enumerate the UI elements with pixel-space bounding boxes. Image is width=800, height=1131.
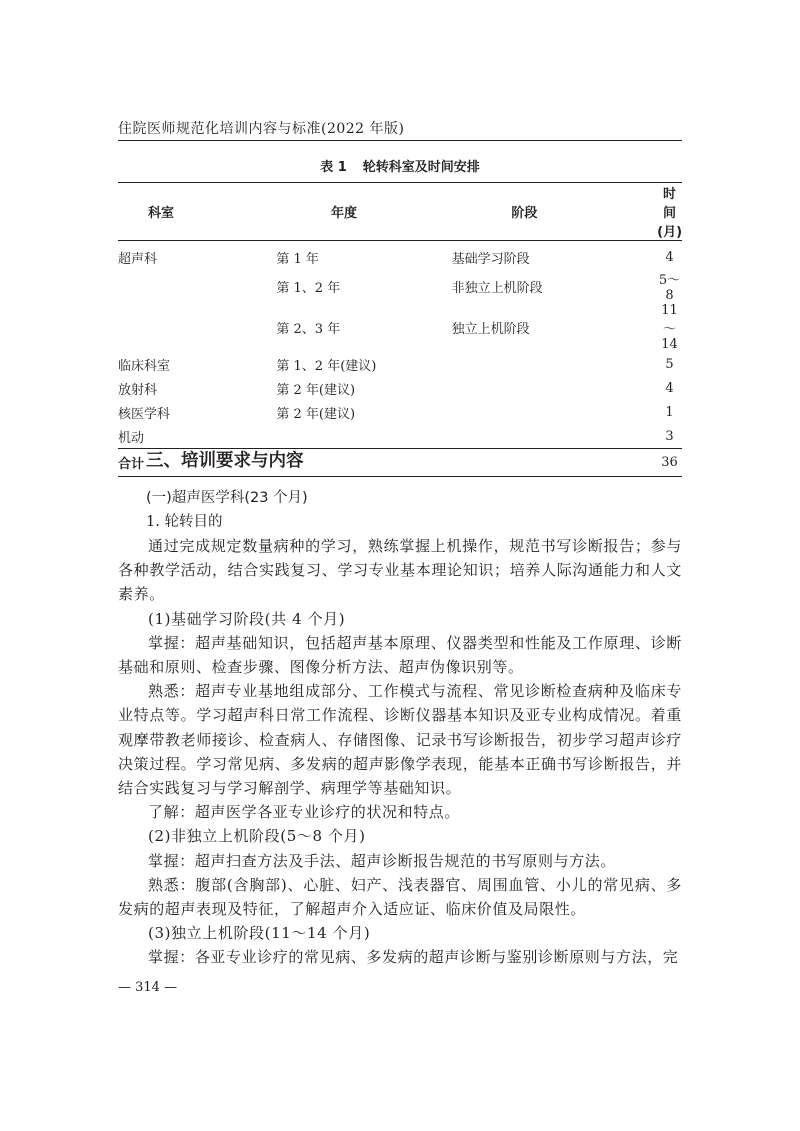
- paragraph: (2)非独立上机阶段(5～8 个月): [148, 827, 366, 846]
- page-number: — 314 —: [118, 980, 178, 995]
- header-stage: 阶段: [452, 183, 658, 241]
- table-caption: [0, 156, 800, 175]
- table-header-row: [118, 183, 682, 241]
- table-row: [118, 424, 682, 449]
- cell-department: 核医学科: [118, 406, 171, 422]
- header-rule: [118, 140, 682, 141]
- paragraph: 熟悉：超声专业基地组成部分、工作模式与流程、常见诊断检查病种及临床专业特点等。学习超声科日常工作流程、诊断仪器基本知识及亚专业构成情况。着重观摩带教老师接诊、检查病人、存储图像、记录书写诊断报告，初步学习超声诊疗决策过程。学习常见病、多发病的超声影像学表现，能基本正确书写诊断报告，并结合实践复习与学习解剖学、病理学等基础知识。: [118, 682, 682, 798]
- paragraph: 了解：超声医学各亚专业诊疗的状况和特点。: [148, 803, 461, 822]
- cell-stage: 非独立上机阶段: [451, 280, 543, 296]
- cell-stage: [452, 400, 658, 424]
- cell-year: 第 2、3 年: [276, 322, 341, 337]
- cell-department: 超声科: [118, 251, 158, 267]
- paragraph: (3)独立上机阶段(11～14 个月): [148, 924, 371, 943]
- cell-duration: 3: [665, 428, 674, 444]
- cell-stage: [452, 424, 658, 449]
- total-value: 36: [657, 449, 682, 477]
- cell-year: 第 1 年: [276, 251, 319, 267]
- cell-stage: [452, 352, 658, 376]
- body-text: [118, 446, 682, 970]
- header-year: 年度: [276, 183, 451, 241]
- cell-stage: [452, 376, 658, 400]
- header-duration: 时间(月): [657, 183, 682, 241]
- cell-duration: 5: [665, 356, 674, 372]
- cell-department: 机动: [118, 430, 145, 446]
- cell-year: 第 2 年(建议): [276, 406, 356, 422]
- cell-stage: 独立上机阶段: [451, 322, 530, 337]
- cell-year: 第 1、2 年(建议): [276, 358, 377, 374]
- cell-department: 放射科: [118, 382, 158, 398]
- paragraph: 掌握：超声扫查方法及手法、超声诊断报告规范的书写原则与方法。: [148, 851, 617, 870]
- running-header: 住院医师规范化培训内容与标准(2022 年版): [118, 121, 405, 137]
- cell-duration: 4: [665, 380, 674, 396]
- section-heading: 三、培训要求与内容: [146, 451, 304, 471]
- header-department: 科室: [118, 183, 276, 241]
- table-row: [118, 400, 682, 424]
- rotation-schedule-table: [118, 182, 682, 477]
- total-label: 合计: [118, 449, 276, 477]
- table-caption-text: 轮转科室及时间安排: [362, 160, 480, 175]
- cell-department: [118, 269, 276, 303]
- paragraph: 掌握：各亚专业诊疗的常见病、多发病的超声诊断与鉴别诊断原则与方法，完: [148, 948, 679, 967]
- cell-duration: 11～14: [661, 303, 678, 352]
- table-row: [118, 269, 682, 303]
- cell-department: [118, 303, 276, 352]
- table-row: [118, 376, 682, 400]
- cell-duration: 5～8: [658, 273, 681, 303]
- paragraph: 通过完成规定数量病种的学习，熟练掌握上机操作，规范书写诊断报告；参与各种教学活动，结合实践复习、学习专业基本理论知识；培养人际沟通能力和人文素养。: [118, 537, 682, 604]
- paragraph: (1)基础学习阶段(共 4 个月): [148, 609, 346, 628]
- cell-duration: 1: [665, 404, 674, 420]
- item-heading: 1. 轮转目的: [146, 514, 223, 530]
- cell-duration: 4: [665, 249, 674, 265]
- cell-department: 临床科室: [118, 358, 171, 374]
- cell-year: 第 1、2 年: [276, 280, 341, 296]
- cell-year: [276, 424, 451, 449]
- paragraph: 熟悉：腹部(含胸部)、心脏、妇产、浅表器官、周围血管、小儿的常见病、多发病的超声表现及特征，了解超声介入适应证、临床价值及局限性。: [118, 875, 682, 919]
- table-row: [118, 303, 682, 352]
- table-row: [118, 241, 682, 270]
- cell-stage: 基础学习阶段: [451, 251, 530, 267]
- table-row: [118, 352, 682, 376]
- paragraph: 掌握：超声基础知识，包括超声基本原理、仪器类型和性能及工作原理、诊断基础和原则、检查步骤、图像分析方法、超声伪像识别等。: [118, 633, 682, 677]
- cell-year: 第 2 年(建议): [276, 382, 356, 398]
- table-caption-number: 表 1: [320, 160, 347, 175]
- subsection-heading: (一)超声医学科(23 个月): [146, 490, 308, 506]
